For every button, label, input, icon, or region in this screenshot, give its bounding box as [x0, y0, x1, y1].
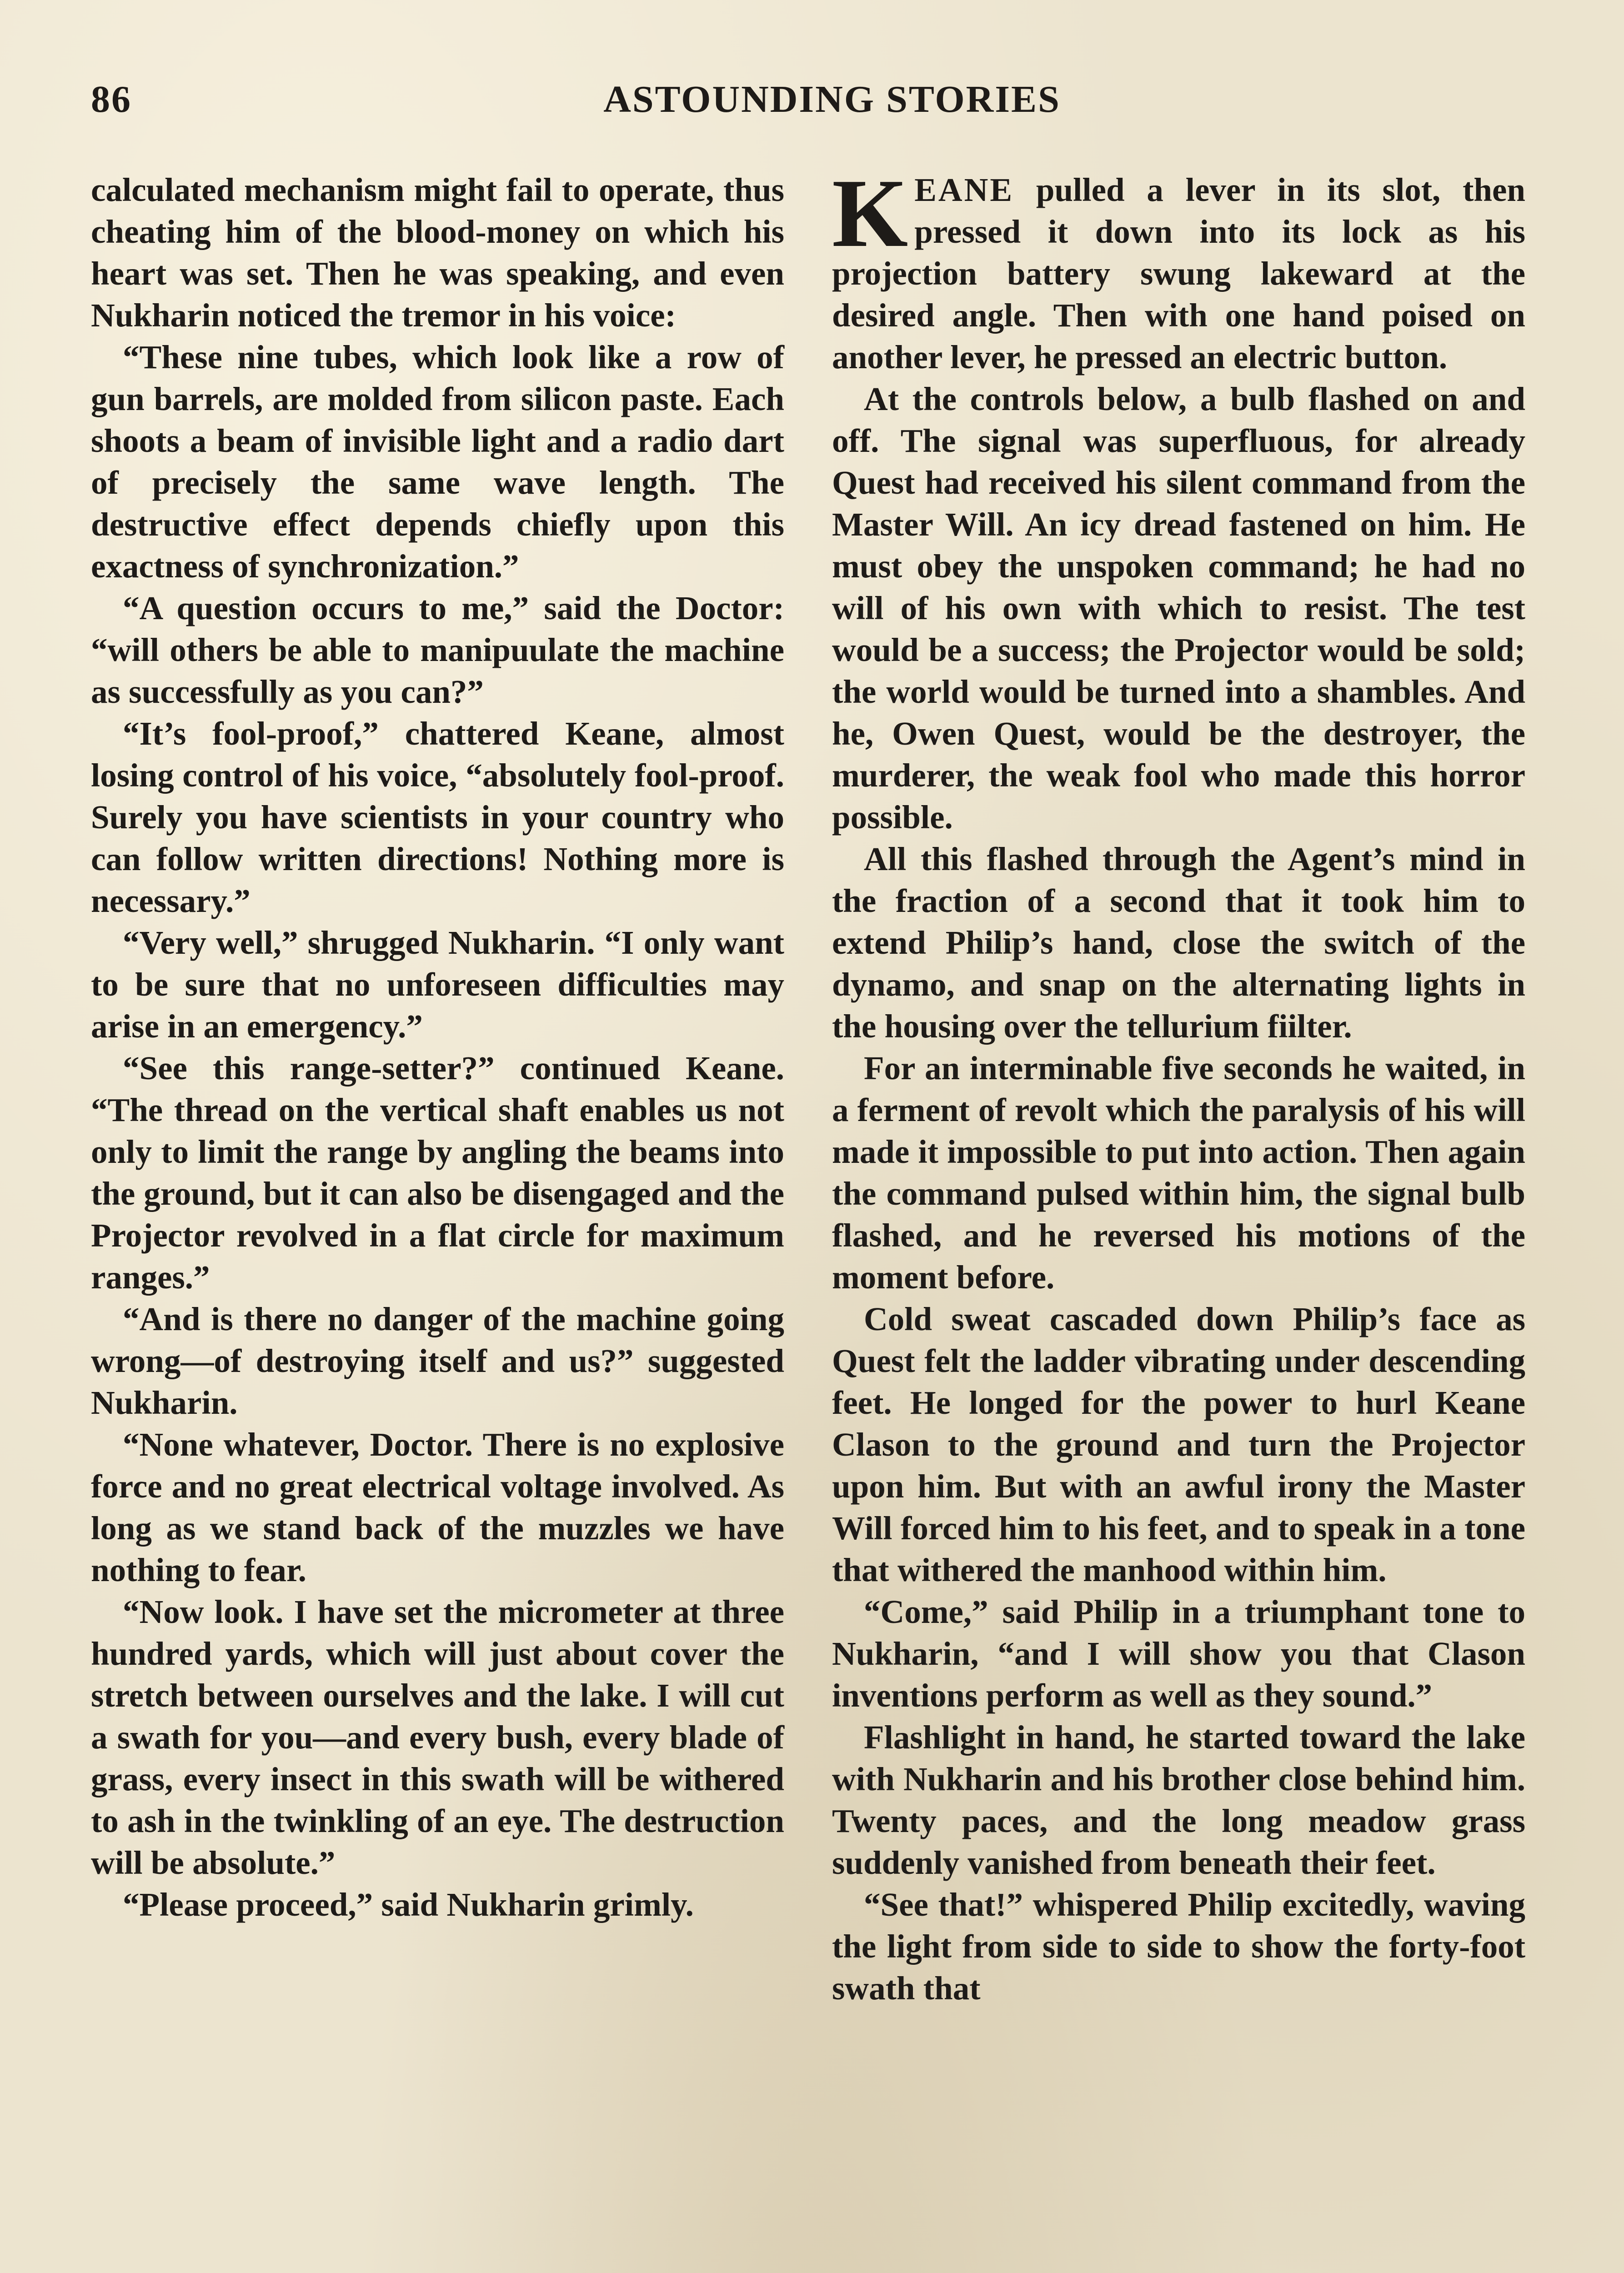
paragraph: For an interminable five seconds he waited, in a ferment of revolt which the paralysis of his will made it impossible to put into action. Then again the command pulsed within him, the signal bulb flashed, and he reversed his motions of the moment before.	[832, 1050, 1525, 1296]
paragraph: “Very well,” shrugged Nukharin. “I only want to be sure that no unforeseen difficulties may arise in an emergency.”	[91, 924, 784, 1045]
paragraph: calculated mechanism might fail to operate, thus cheating him of the blood-money on which his heart was set. Then he was speaking, and even Nukharin noticed the tremor in his voice:	[91, 171, 784, 334]
page-header	[91, 68, 1519, 123]
paragraph: All this flashed through the Agent’s mind in the fraction of a second that it took him to extend Philip’s hand, close the switch of the dynamo, and snap on the alternating lights in the housing over the tellurium fiilter.	[832, 841, 1525, 1045]
running-title: ASTOUNDING STORIES	[603, 78, 1061, 120]
opening-text: pulled a lever in its slot, then pressed it down into its lock as his projection battery swung lakeward at the desired angle. Then with one hand poised on another lever, he pressed an electric button.	[832, 171, 1525, 375]
opening-word: EANE	[914, 171, 1014, 208]
paragraph: Cold sweat cascaded down Philip’s face as Quest felt the ladder vibrating under descending feet. He longed for the power to hurl Keane Clason to the ground and turn the Projector upon him. But with an awful irony the Master Will forced him to his feet, and to speak in a tone that withered the manhood within him.	[832, 1301, 1525, 1588]
drop-cap: K	[832, 159, 908, 267]
paragraph: “A question occurs to me,” said the Doctor: “will others be able to manipuulate the machine as successfully as you can?”	[91, 590, 784, 710]
paragraph: Flashlight in hand, he started toward the lake with Nukharin and his brother close behind him. Twenty paces, and the long meadow grass suddenly vanished from beneath their feet.	[832, 1719, 1525, 1881]
paragraph: “See that!” whispered Philip excitedly, waving the light from side to side to show the forty-foot swath that	[832, 1886, 1525, 2007]
paragraph: “See this range-setter?” continued Keane. “The thread on the vertical shaft enables us not only to limit the range by angling the beams into the ground, but it can also be disengaged and the Projector revolved in a flat circle for maximum ranges.”	[91, 1050, 784, 1296]
right-column	[832, 159, 1525, 2009]
paragraph: “None whatever, Doctor. There is no explosive force and no great electrical voltage involved. As long as we stand back of the muzzles we have nothing to fear.	[91, 1426, 784, 1588]
opening-paragraph	[832, 159, 1525, 378]
page-number: 86	[91, 78, 132, 120]
paragraph: “It’s fool-proof,” chattered Keane, almost losing control of his voice, “absolutely fool-proof. Surely you have scientists in your country who can follow written directions! Nothing more is necessary.”	[91, 715, 784, 919]
paragraph: “Now look. I have set the micrometer at three hundred yards, which will just about cover the stretch between ourselves and the lake. I will cut a swath for you—and every bush, every blade of grass, every insect in this swath will be withered to ash in the twinkling of an eye. The destruction will be absolute.”	[91, 1593, 784, 1881]
paragraph: “Please proceed,” said Nukharin grimly.	[123, 1886, 694, 1923]
paragraph: “Come,” said Philip in a triumphant tone to Nukharin, “and I will show you that Clason inventions perform as well as they sound.”	[832, 1593, 1525, 1714]
paragraph: “These nine tubes, which look like a row of gun barrels, are molded from silicon paste. Each shoots a beam of invisible light and a radio dart of precisely the same wave length. The destructive effect depends chiefly upon this exactness of synchronization.”	[91, 339, 784, 585]
paragraph: “And is there no danger of the machine going wrong—of destroying itself and us?” suggested Nukharin.	[91, 1301, 784, 1421]
left-column	[91, 169, 784, 1926]
paragraph: At the controls below, a bulb flashed on and off. The signal was superfluous, for already Quest had received his silent command from the Master Will. An icy dread fastened on him. He must obey the unspoken command; he had no will of his own with which to resist. The test would be a success; the Projector would be sold; the world would be turned into a shambles. And he, Owen Quest, would be the destroyer, the murderer, the weak fool who made this horror possible.	[832, 381, 1525, 836]
